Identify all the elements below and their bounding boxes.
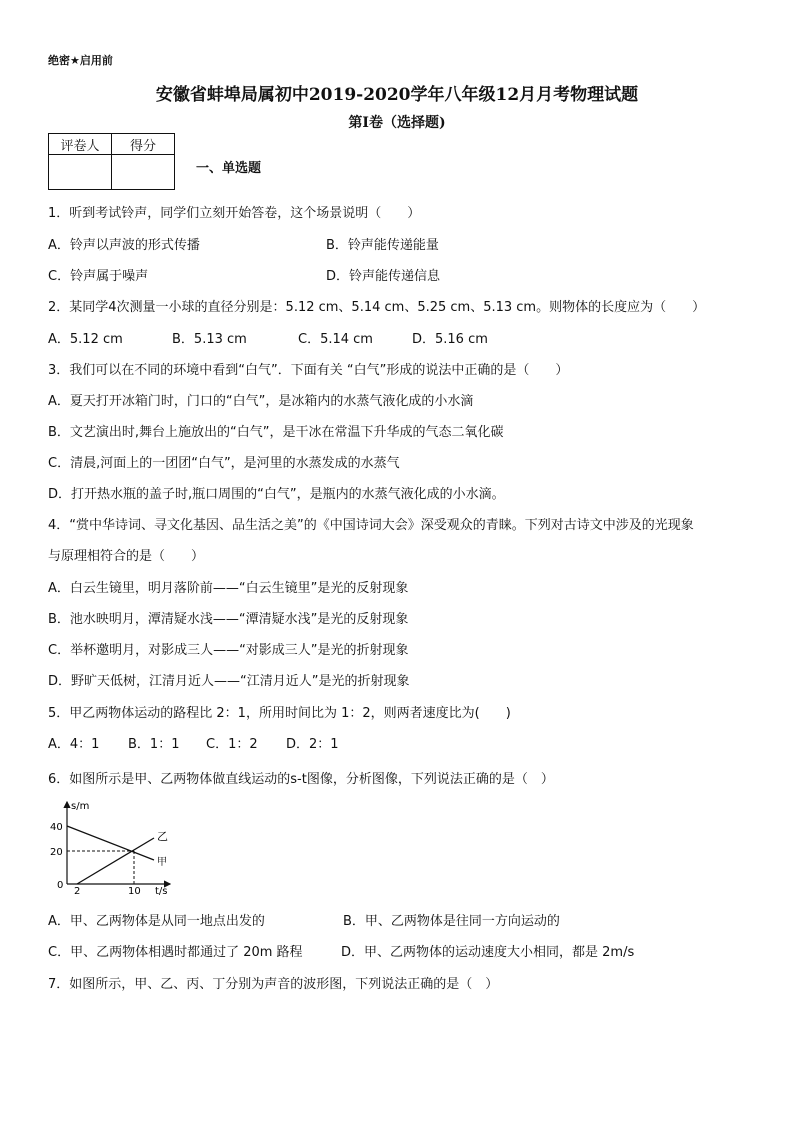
- x-axis-label: t/s: [155, 886, 168, 896]
- score-table-score-header: 得分: [112, 134, 175, 155]
- section-title: 一、单选题: [196, 161, 262, 176]
- question-6-stem: 6．如图所示是甲、乙两物体做直线运动的s-t图像，分析图像，下列说法正确的是（ ）: [48, 772, 554, 787]
- question-4-option-c: C．举杯邀明月，对影成三人——“对影成三人”是光的折射现象: [48, 643, 409, 658]
- question-2-option-d: D．5.16 cm: [412, 332, 488, 347]
- question-3-option-b: B．文艺演出时,舞台上施放出的“白气”，是干冰在常温下升华成的气态二氧化碳: [48, 425, 504, 440]
- question-4-stem-continued: 与原理相符合的是（ ）: [48, 549, 205, 564]
- y-axis-label: s/m: [71, 801, 90, 812]
- question-5-option-a: A．4：1: [48, 737, 100, 752]
- question-4-option-d: D．野旷天低树，江清月近人——“江清月近人”是光的折射现象: [48, 674, 410, 689]
- y-tick-0: 0: [57, 880, 64, 891]
- question-1-option-a: A．铃声以声波的形式传播: [48, 238, 200, 253]
- question-4-option-a: A．白云生镜里，明月落阶前——“白云生镜里”是光的反射现象: [48, 581, 409, 596]
- question-6-option-a: A．甲、乙两物体是从同一地点出发的: [48, 914, 265, 929]
- question-7-stem: 7．如图所示，甲、乙、丙、丁分别为声音的波形图，下列说法正确的是（ ）: [48, 977, 499, 992]
- question-3-stem: 3．我们可以在不同的环境中看到“白气”．下面有关 “白气”形成的说法中正确的是（ ）: [48, 363, 569, 378]
- series-yi-label: 乙: [157, 830, 168, 843]
- y-tick-20: 20: [50, 847, 63, 858]
- score-table-grader-cell: [49, 155, 112, 190]
- question-1-option-d: D．铃声能传递信息: [326, 269, 441, 284]
- question-2-option-c: C．5.14 cm: [298, 332, 373, 347]
- question-3-option-a: A．夏天打开冰箱门时，门口的“白气”，是冰箱内的水蒸气液化成的小水滴: [48, 394, 474, 409]
- exam-subtitle: 第I卷（选择题): [348, 115, 446, 131]
- question-5-option-b: B．1：1: [128, 737, 180, 752]
- exam-title: 安徽省蚌埠局属初中2019-2020学年八年级12月月考物理试题: [155, 85, 639, 105]
- score-table-score-cell: [112, 155, 175, 190]
- st-graph: [44, 796, 184, 896]
- question-1-option-c: C．铃声属于噪声: [48, 269, 149, 284]
- score-table-grader-header: 评卷人: [49, 134, 112, 155]
- series-jia-label: 甲: [157, 857, 167, 868]
- series-jia-line: [67, 826, 154, 860]
- x-tick-2: 2: [74, 886, 81, 896]
- question-4-option-b: B．池水映明月，潭清疑水浅——“潭清疑水浅”是光的反射现象: [48, 612, 409, 627]
- question-4-stem: 4．“赏中华诗词、寻文化基因、品生活之美”的《中国诗词大会》深受观众的青睐。下列对古诗文中涉及的光现象: [48, 518, 694, 533]
- question-5-stem: 5．甲乙两物体运动的路程比 2：1，所用时间比为 1：2，则两者速度比为( ): [48, 706, 511, 721]
- question-6-option-b: B．甲、乙两物体是往同一方向运动的: [343, 914, 560, 929]
- question-2-option-b: B．5.13 cm: [172, 332, 247, 347]
- question-6-option-c: C．甲、乙两物体相遇时都通过了 20m 路程: [48, 945, 303, 960]
- question-2-stem: 2．某同学4次测量一小球的直径分别是：5.12 cm、5.14 cm、5.25 cm、5.13 cm。则物体的长度应为（ ）: [48, 300, 706, 315]
- question-3-option-d: D．打开热水瓶的盖子时,瓶口周围的“白气”，是瓶内的水蒸气液化成的小水滴。: [48, 487, 505, 502]
- question-6-option-d: D．甲、乙两物体的运动速度大小相同，都是 2m/s: [341, 945, 635, 960]
- secret-label: 绝密★启用前: [48, 54, 113, 67]
- x-tick-10: 10: [128, 886, 141, 896]
- question-1-option-b: B．铃声能传递能量: [326, 238, 439, 253]
- score-table: [48, 133, 175, 190]
- question-5-option-c: C．1：2: [206, 737, 258, 752]
- question-2-option-a: A．5.12 cm: [48, 332, 123, 347]
- y-tick-40: 40: [50, 822, 63, 833]
- question-1-stem: 1．听到考试铃声，同学们立刻开始答卷，这个场景说明（ ）: [48, 206, 421, 221]
- question-3-option-c: C．清晨,河面上的一团团“白气”，是河里的水蒸发成的水蒸气: [48, 456, 400, 471]
- question-5-option-d: D．2：1: [286, 737, 339, 752]
